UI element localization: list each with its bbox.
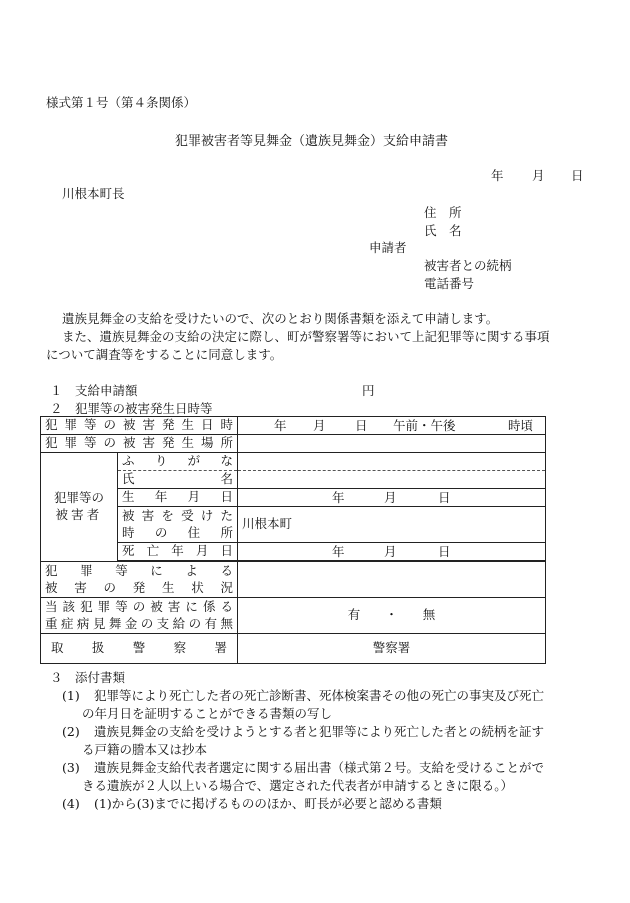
damage-situation-label-2: 被害の発生状況	[45, 579, 234, 595]
date-month-label: 月	[532, 168, 545, 183]
table-row	[41, 562, 546, 598]
death-day: 日	[438, 544, 451, 559]
occurrence-datetime-label: 犯罪等の被害発生日時	[41, 417, 238, 435]
intro-line-3: について調査等をすることに同意します。	[46, 347, 283, 362]
birth-month: 月	[384, 490, 397, 505]
serious-injury-label	[41, 598, 238, 634]
serious-injury-value[interactable]: 有 ・ 無	[238, 598, 546, 634]
occurrence-month: 月	[313, 418, 326, 433]
death-date-label: 死亡年月日	[118, 543, 238, 561]
section-3-label: ３ 添付書類	[50, 670, 126, 685]
victim-address-value[interactable]: 川根本町	[238, 507, 546, 543]
damage-info-table	[40, 416, 546, 664]
table-row	[41, 598, 546, 634]
attachment-text: の年月日を証明することができる書類の写し	[82, 706, 333, 721]
death-year: 年	[332, 544, 345, 559]
attachment-number: (1)	[62, 688, 80, 703]
birth-date-label: 生年月日	[118, 489, 238, 507]
table-row	[41, 417, 546, 435]
serious-injury-label-2: 重症病見舞金の支給の有無	[45, 615, 234, 631]
document-title: 犯罪被害者等見舞金（遺族見舞金）支給申請書	[175, 134, 449, 149]
victim-name-value[interactable]	[238, 471, 546, 489]
table-row	[41, 453, 546, 471]
death-date-value[interactable]	[238, 543, 546, 561]
intro-line-2: また、遺族見舞金の支給の決定に際し、町が警察署等において上記犯罪等に関する事項	[62, 329, 550, 344]
applicant-label: 申請者	[369, 240, 407, 255]
birth-year: 年	[332, 490, 345, 505]
occurrence-ampm: 午前・午後	[393, 418, 456, 433]
victim-group-label-1: 犯罪等の	[53, 490, 104, 506]
addressee: 川根本町長	[62, 186, 125, 201]
attachment-text: 遺族見舞金の支給を受けようとする者と犯罪等により死亡した者との続柄を証す	[94, 724, 545, 739]
police-station-value[interactable]: 警察署	[238, 634, 546, 664]
table-row	[41, 435, 546, 453]
applicant-phone-label: 電話番号	[424, 276, 475, 291]
applicant-address-label: 住 所	[424, 205, 462, 220]
attachment-text: きる遺族が２人以上いる場合で、選定された代表者が申請するときに限る。）	[82, 778, 514, 793]
date-year-label: 年	[491, 168, 504, 183]
victim-group-label-2: 被害者	[55, 507, 103, 522]
police-station-label: 取扱警察署	[41, 634, 238, 664]
damage-situation-label	[41, 562, 238, 598]
occurrence-datetime-value[interactable]	[238, 417, 546, 435]
occurrence-time: 時頃	[508, 418, 534, 433]
date-day-label: 日	[571, 168, 584, 183]
victim-address-label-2: 時の住所	[122, 524, 234, 540]
occurrence-day: 日	[355, 418, 368, 433]
applicant-relation-label: 被害者との続柄	[424, 258, 512, 273]
damage-situation-value[interactable]	[238, 562, 546, 598]
applicant-name-label: 氏 名	[424, 223, 462, 238]
intro-line-1: 遺族見舞金の支給を受けたいので、次のとおり関係書類を添えて申請します。	[62, 311, 499, 326]
form-number: 様式第１号（第４条関係）	[46, 95, 197, 110]
section-1-unit: 円	[362, 383, 375, 398]
table-row	[41, 634, 546, 664]
attachment-text: (1)から(3)までに掲げるもののほか、町長が必要と認める書類	[94, 796, 442, 811]
attachment-number: (2)	[62, 724, 80, 739]
birth-day: 日	[438, 490, 451, 505]
section-2-label: ２ 犯罪等の被害発生日時等	[50, 401, 213, 416]
occurrence-place-label: 犯罪等の被害発生場所	[41, 435, 238, 453]
attachment-text: る戸籍の謄本又は抄本	[82, 742, 208, 757]
furigana-label: ふりがな	[118, 453, 238, 471]
damage-situation-label-1: 犯罪等による	[45, 562, 234, 578]
attachment-number: (4)	[62, 796, 80, 811]
death-month: 月	[384, 544, 397, 559]
section-1-label: １ 支給申請額	[50, 383, 138, 398]
victim-address-label	[118, 507, 238, 543]
victim-address-label-1: 被害を受けた	[122, 507, 234, 523]
occurrence-year: 年	[274, 418, 287, 433]
furigana-value[interactable]	[238, 453, 546, 471]
victim-group-label	[41, 453, 118, 562]
victim-name-label: 氏名	[118, 471, 238, 489]
attachment-text: 犯罪等により死亡した者の死亡診断書、死体検案書その他の死亡の事実及び死亡	[94, 688, 545, 703]
attachment-text: 遺族見舞金支給代表者選定に関する届出書（様式第２号。支給を受けることがで	[94, 760, 545, 775]
serious-injury-label-1: 当該犯罪等の被害に係る	[45, 598, 234, 614]
occurrence-place-value[interactable]	[238, 435, 546, 453]
birth-date-value[interactable]	[238, 489, 546, 507]
attachment-number: (3)	[62, 760, 80, 775]
